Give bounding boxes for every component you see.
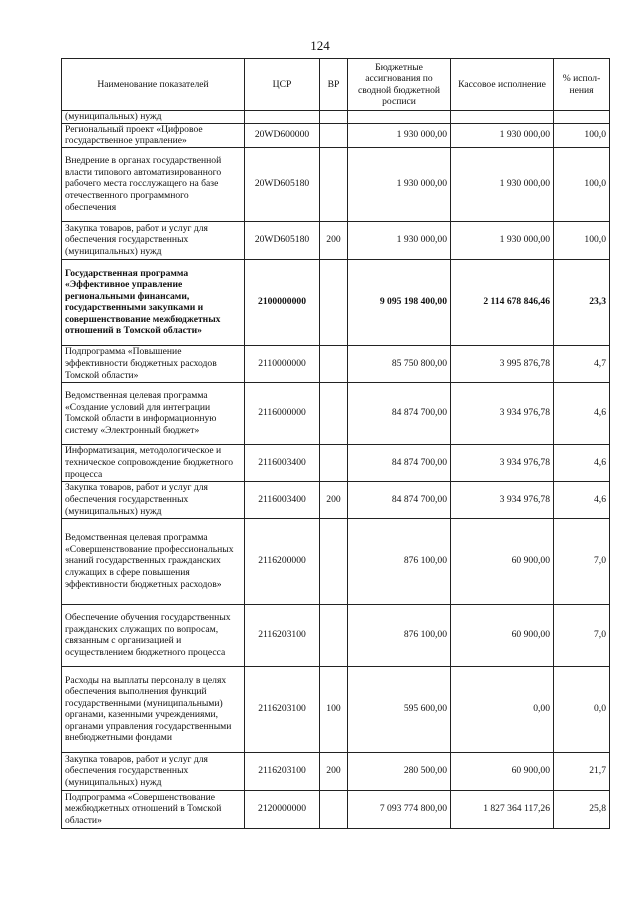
table-header-row bbox=[62, 59, 610, 111]
row-vr bbox=[320, 444, 348, 481]
row-assignments: 1 930 000,00 bbox=[348, 221, 451, 259]
row-name: Закупка товаров, работ и услуг для обеспечения государственных (муниципальных) нужд bbox=[62, 481, 245, 518]
row-vr bbox=[320, 382, 348, 444]
row-name: Расходы на выплаты персоналу в целях обеспечения выполнения функций государственными (муниципальными) органами, казенными учреждениями, органами управления государственными внебюджетными фондами bbox=[62, 666, 245, 752]
row-csr bbox=[245, 111, 320, 124]
row-percent: 23,3 bbox=[554, 259, 610, 345]
row-name: Ведомственная целевая программа «Совершенствование профессиональных знаний государственных гражданских служащих в сфере повышения эффективности бюджетных расходов» bbox=[62, 518, 245, 604]
row-csr: 2116003400 bbox=[245, 444, 320, 481]
row-name: Информатизация, методологическое и техническое сопровождение бюджетного процесса bbox=[62, 444, 245, 481]
row-name: Закупка товаров, работ и услуг для обеспечения государственных (муниципальных) нужд bbox=[62, 752, 245, 790]
table-row bbox=[62, 382, 610, 444]
row-assignments: 9 095 198 400,00 bbox=[348, 259, 451, 345]
row-percent: 100,0 bbox=[554, 123, 610, 147]
row-percent: 4,6 bbox=[554, 481, 610, 518]
row-csr: 20WD600000 bbox=[245, 123, 320, 147]
row-csr: 2116200000 bbox=[245, 518, 320, 604]
row-vr bbox=[320, 790, 348, 828]
row-name: (муниципальных) нужд bbox=[62, 111, 245, 124]
row-percent: 4,7 bbox=[554, 345, 610, 382]
row-assignments: 7 093 774 800,00 bbox=[348, 790, 451, 828]
row-cash-execution bbox=[451, 111, 554, 124]
row-percent: 7,0 bbox=[554, 604, 610, 666]
row-assignments: 876 100,00 bbox=[348, 518, 451, 604]
row-percent: 100,0 bbox=[554, 221, 610, 259]
row-cash-execution: 1 930 000,00 bbox=[451, 147, 554, 221]
row-name: Государственная программа «Эффективное управление региональными финансами, государственными закупками и совершенствование межбюджетных отношений в Томской области» bbox=[62, 259, 245, 345]
row-assignments: 84 874 700,00 bbox=[348, 481, 451, 518]
header-cash-execution: Кассовое исполнение bbox=[451, 59, 554, 111]
row-cash-execution: 1 930 000,00 bbox=[451, 221, 554, 259]
table-row bbox=[62, 518, 610, 604]
row-vr bbox=[320, 345, 348, 382]
header-vr: ВР bbox=[320, 59, 348, 111]
row-assignments: 876 100,00 bbox=[348, 604, 451, 666]
header-assignments: Бюджетные ассигнования по сводной бюджетной росписи bbox=[348, 59, 451, 111]
row-assignments: 1 930 000,00 bbox=[348, 123, 451, 147]
row-csr: 2116003400 bbox=[245, 481, 320, 518]
row-csr: 2120000000 bbox=[245, 790, 320, 828]
row-percent: 100,0 bbox=[554, 147, 610, 221]
row-name: Региональный проект «Цифровое государственное управление» bbox=[62, 123, 245, 147]
header-csr: ЦСР bbox=[245, 59, 320, 111]
row-csr: 2116000000 bbox=[245, 382, 320, 444]
row-cash-execution: 3 995 876,78 bbox=[451, 345, 554, 382]
row-assignments bbox=[348, 111, 451, 124]
budget-table bbox=[61, 58, 610, 829]
header-execution-percent: % испол-нения bbox=[554, 59, 610, 111]
table-row bbox=[62, 147, 610, 221]
table-row bbox=[62, 666, 610, 752]
row-cash-execution: 1 930 000,00 bbox=[451, 123, 554, 147]
table-row bbox=[62, 481, 610, 518]
row-assignments: 84 874 700,00 bbox=[348, 444, 451, 481]
table-row bbox=[62, 123, 610, 147]
table-row bbox=[62, 790, 610, 828]
table-row bbox=[62, 444, 610, 481]
row-name: Закупка товаров, работ и услуг для обеспечения государственных (муниципальных) нужд bbox=[62, 221, 245, 259]
row-vr bbox=[320, 147, 348, 221]
row-cash-execution: 3 934 976,78 bbox=[451, 444, 554, 481]
row-cash-execution: 60 900,00 bbox=[451, 518, 554, 604]
row-percent bbox=[554, 111, 610, 124]
table-row bbox=[62, 752, 610, 790]
table-row bbox=[62, 345, 610, 382]
row-name: Ведомственная целевая программа «Создание условий для интеграции Томской области в информационную систему «Электронный бюджет» bbox=[62, 382, 245, 444]
row-vr bbox=[320, 604, 348, 666]
row-name: Подпрограмма «Совершенствование межбюджетных отношений в Томской области» bbox=[62, 790, 245, 828]
row-csr: 20WD605180 bbox=[245, 221, 320, 259]
row-cash-execution: 60 900,00 bbox=[451, 752, 554, 790]
row-csr: 2110000000 bbox=[245, 345, 320, 382]
row-percent: 7,0 bbox=[554, 518, 610, 604]
row-assignments: 84 874 700,00 bbox=[348, 382, 451, 444]
row-cash-execution: 60 900,00 bbox=[451, 604, 554, 666]
row-cash-execution: 3 934 976,78 bbox=[451, 382, 554, 444]
row-csr: 20WD605180 bbox=[245, 147, 320, 221]
row-vr bbox=[320, 259, 348, 345]
row-percent: 25,8 bbox=[554, 790, 610, 828]
header-name: Наименование показателей bbox=[62, 59, 245, 111]
row-percent: 0,0 bbox=[554, 666, 610, 752]
row-assignments: 85 750 800,00 bbox=[348, 345, 451, 382]
row-csr: 2116203100 bbox=[245, 666, 320, 752]
row-percent: 4,6 bbox=[554, 382, 610, 444]
row-vr: 100 bbox=[320, 666, 348, 752]
row-name: Внедрение в органах государственной власти типового автоматизированного рабочего места госслужащего на базе отечественного программного обеспечения bbox=[62, 147, 245, 221]
table-row bbox=[62, 111, 610, 124]
row-name: Подпрограмма «Повышение эффективности бюджетных расходов Томской области» bbox=[62, 345, 245, 382]
row-vr: 200 bbox=[320, 221, 348, 259]
row-vr bbox=[320, 111, 348, 124]
table-row bbox=[62, 221, 610, 259]
row-cash-execution: 3 934 976,78 bbox=[451, 481, 554, 518]
row-vr bbox=[320, 123, 348, 147]
row-vr: 200 bbox=[320, 481, 348, 518]
page-number: 124 bbox=[310, 38, 330, 53]
row-csr: 2116203100 bbox=[245, 604, 320, 666]
row-cash-execution: 0,00 bbox=[451, 666, 554, 752]
row-vr bbox=[320, 518, 348, 604]
row-assignments: 280 500,00 bbox=[348, 752, 451, 790]
row-csr: 2100000000 bbox=[245, 259, 320, 345]
row-name: Обеспечение обучения государственных гражданских служащих по вопросам, связанным с организацией и осуществлением бюджетного процесса bbox=[62, 604, 245, 666]
table-row bbox=[62, 259, 610, 345]
row-assignments: 1 930 000,00 bbox=[348, 147, 451, 221]
row-percent: 4,6 bbox=[554, 444, 610, 481]
row-percent: 21,7 bbox=[554, 752, 610, 790]
table-row bbox=[62, 604, 610, 666]
row-cash-execution: 1 827 364 117,26 bbox=[451, 790, 554, 828]
row-csr: 2116203100 bbox=[245, 752, 320, 790]
row-cash-execution: 2 114 678 846,46 bbox=[451, 259, 554, 345]
row-assignments: 595 600,00 bbox=[348, 666, 451, 752]
row-vr: 200 bbox=[320, 752, 348, 790]
